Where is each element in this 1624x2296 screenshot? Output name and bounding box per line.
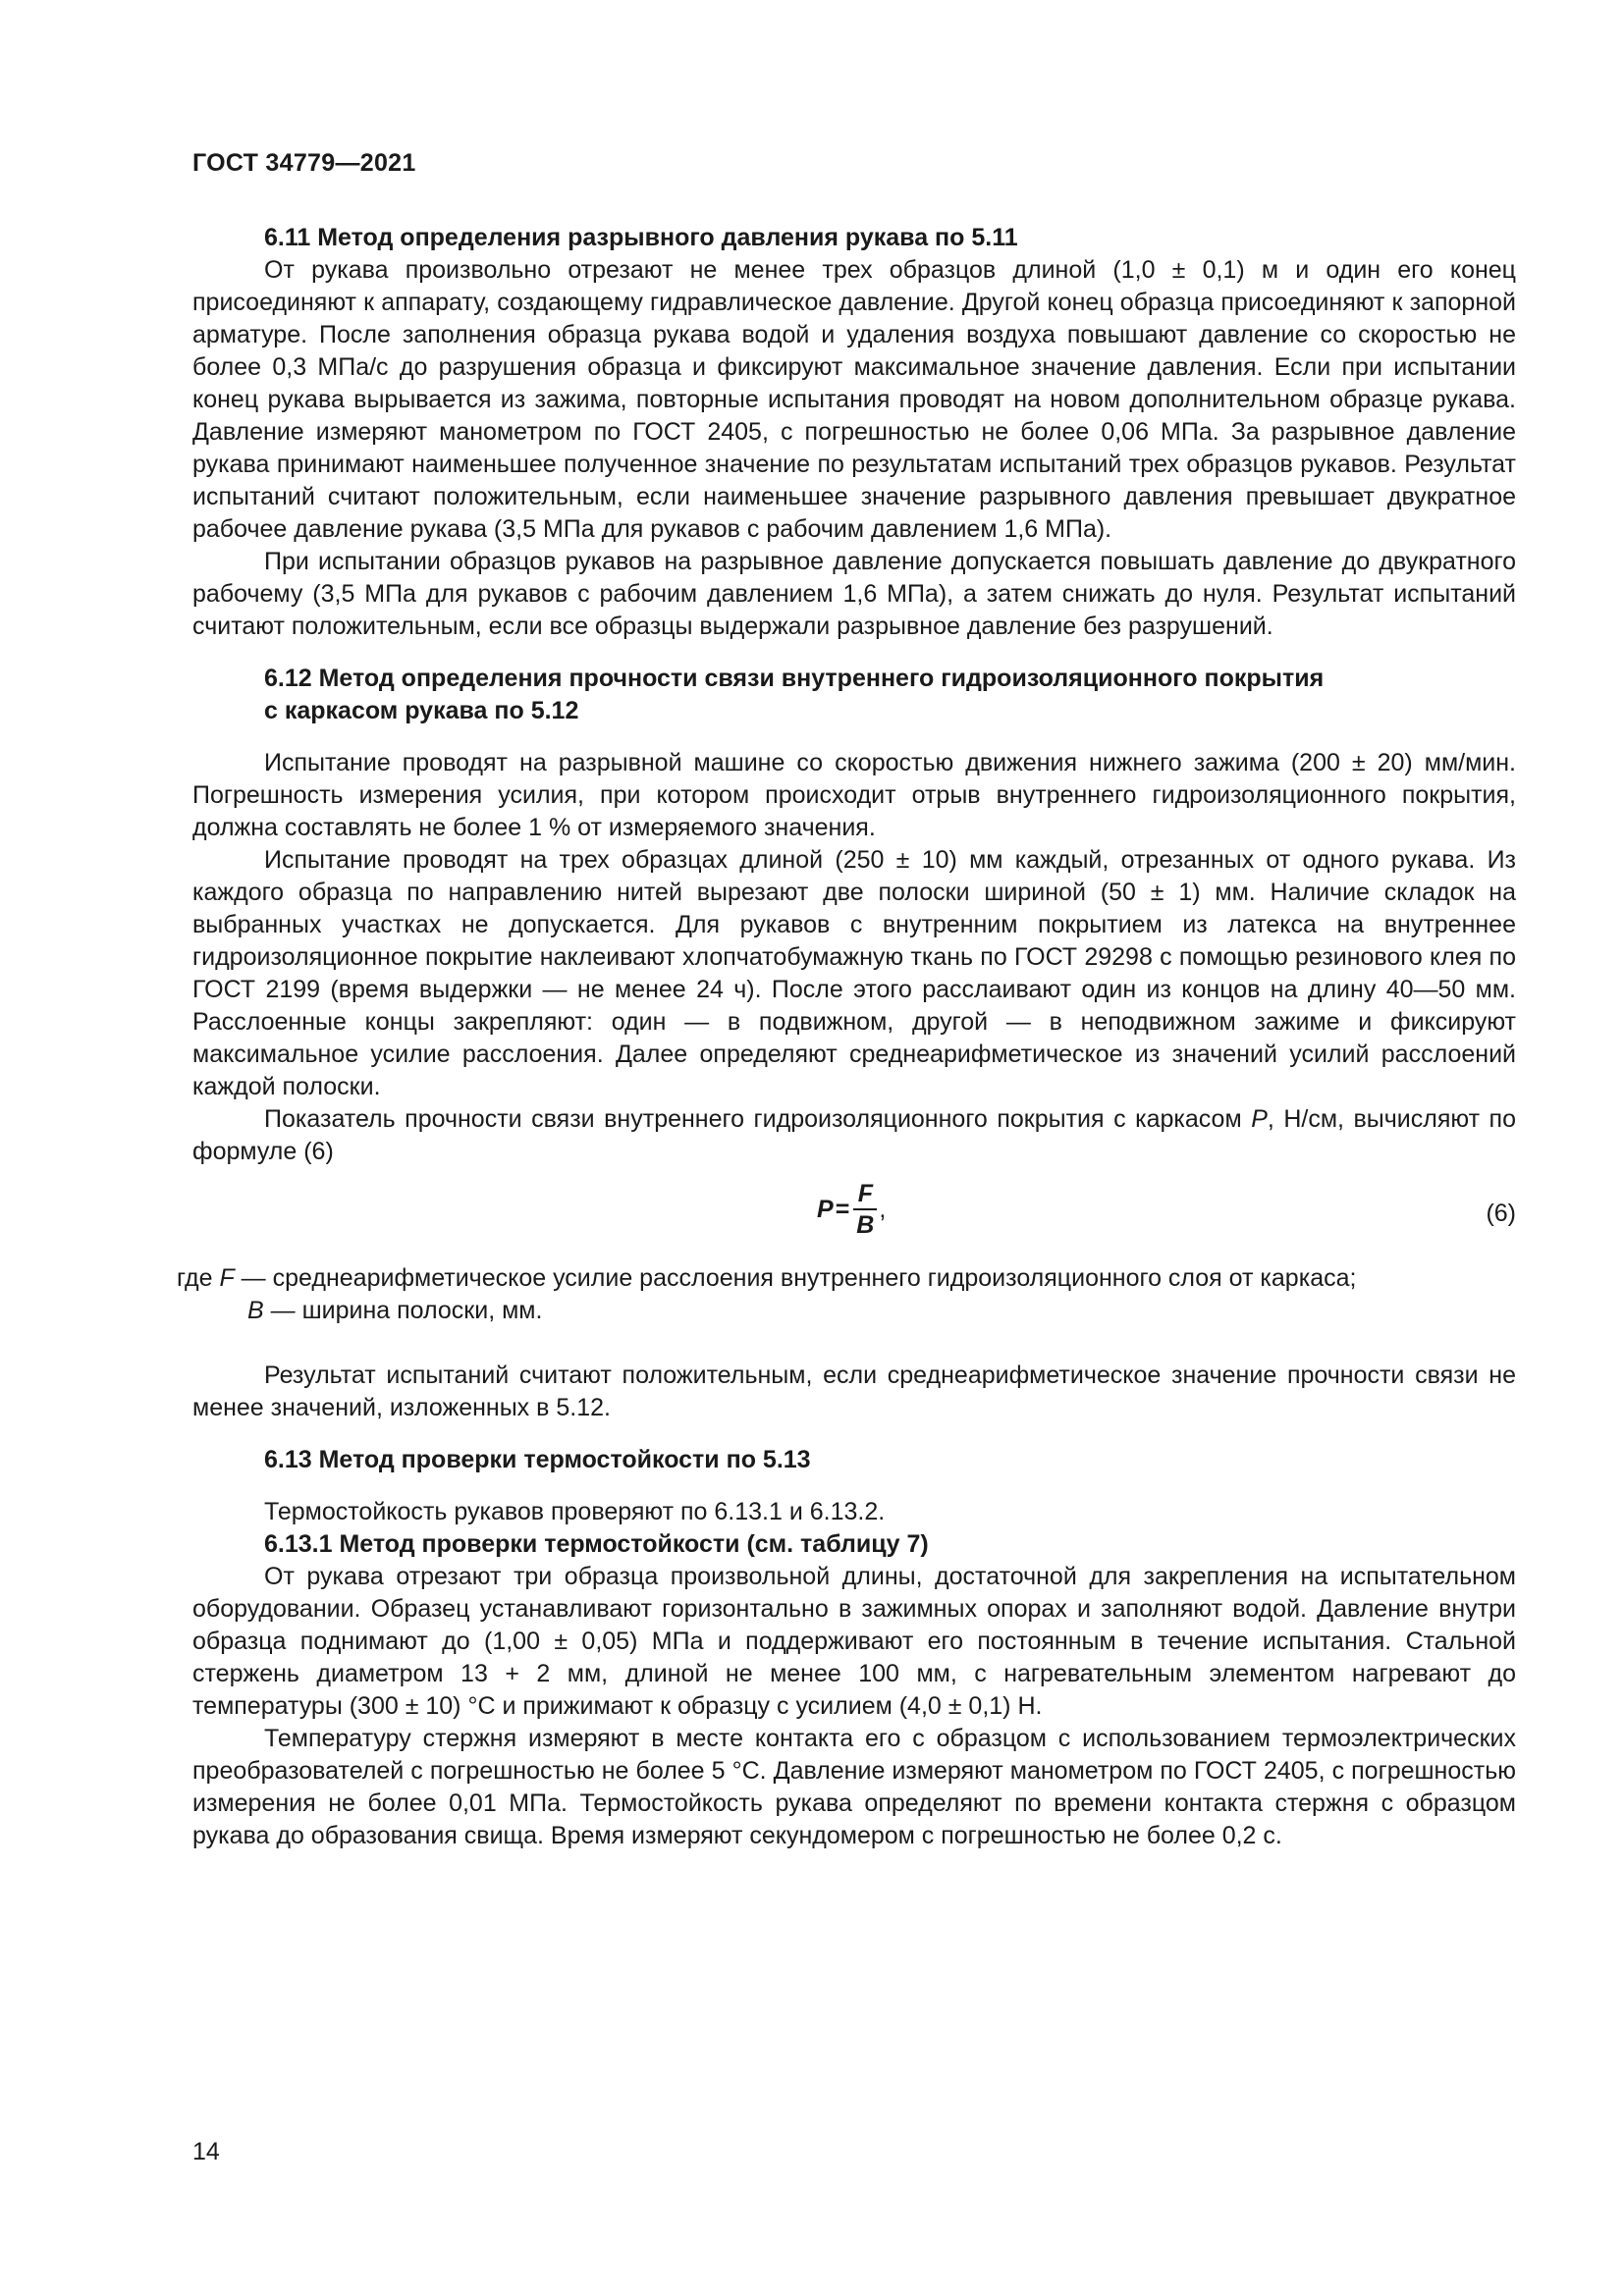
paragraph: Испытание проводят на трех образцах длиной (250 ± 10) мм каждый, отрезанных от одного рукава. Из каждого образца по направлению нитей вырезают две полоски шириной (50 ± 1) мм. Наличие складок на выбранных участках не допускается. Для рукавов с внутренним покрытием из латекса на внутреннее гидроизоляционное покрытие наклеивают хлопчатобумажную ткань по ГОСТ 29298 с помощью резинового клея по ГОСТ 2199 (время выдержки — не менее 24 ч). После этого расслаивают один из концов на длину 40—50 мм. Расслоенные концы закрепляют: один — в подвижном, другой — в неподвижном зажиме и фиксируют максимальное усилие расслоения. Далее определяют среднеарифметическое из значений усилий расслоений каждой полоски.	[192, 846, 1516, 1100]
section-heading-6-12	[192, 663, 1516, 727]
variable-p: P	[1251, 1105, 1268, 1133]
paragraph: При испытании образцов рукавов на разрывное давление допускается повышать давление до двукратного рабочему (3,5 МПа для рукавов с рабочим давлением 1,6 МПа), а затем снижать до нуля. Результат испытаний считают положительным, если все образцы выдержали разрывное давление без разрушений.	[192, 548, 1516, 640]
paragraph: Результат испытаний считают положительным, если среднеарифметическое значение прочности связи не менее значений, изложенных в 5.12.	[192, 1362, 1516, 1421]
formula-denominator: B	[856, 1211, 875, 1239]
section-heading-6-13: 6.13 Метод проверки термостойкости по 5.13	[264, 1446, 811, 1473]
section-heading-6-11: 6.11 Метод определения разрывного давления рукава по 5.11	[264, 224, 1018, 251]
paragraph: От рукава произвольно отрезают не менее трех образцов длиной (1,0 ± 0,1) м и один его конец присоединяют к аппарату, создающему гидравлическое давление. Другой конец образца присоединяют к запорной арматуре. После заполнения образца рукава водой и удаления воздуха повышают давление со скоростью не более 0,3 МПа/с до разрушения образца и фиксируют максимальное значение давления. Если при испытании конец рукава вырывается из зажима, повторные испытания проводят на новом дополнительном образце рукава. Давление измеряют манометром по ГОСТ 2405, с погрешностью не более 0,06 МПа. За разрывное давление рукава принимают наименьшее полученное значение по результатам испытаний трех образцов рукавов. Результат испытаний считают положительным, если наименьшее значение разрывного давления превышает двукратное рабочее давление рукава (3,5 МПа для рукавов с рабочим давлением 1,6 МПа).	[192, 256, 1516, 543]
formula-lhs: P	[817, 1195, 834, 1223]
formula-trail: ,	[879, 1195, 887, 1223]
document-body	[177, 222, 1516, 1852]
formula-numerator: F	[857, 1180, 873, 1207]
where-line-2: B — ширина полоски, мм.	[247, 1297, 543, 1324]
page-number: 14	[192, 2138, 220, 2165]
paragraph-formula-intro: Показатель прочности связи внутреннего гидроизоляционного покрытия с каркасом P, Н/см, вычисляют по формуле (6)	[192, 1105, 1516, 1165]
paragraph: Термостойкость рукавов проверяют по 6.13.1 и 6.13.2.	[264, 1498, 886, 1525]
heading-line-2: с каркасом рукава по 5.12	[264, 697, 579, 724]
formula-expression	[817, 1180, 886, 1239]
where-line-1: где F — среднеарифметическое усилие расслоения внутреннего гидроизоляционного слоя от каркаса;	[177, 1264, 1357, 1292]
formula-number: (6)	[1486, 1200, 1516, 1227]
formula-fraction	[853, 1180, 877, 1239]
section-heading-6-13-1: 6.13.1 Метод проверки термостойкости (см. таблицу 7)	[264, 1530, 929, 1558]
paragraph: От рукава отрезают три образца произвольной длины, достаточной для закрепления на испытательном оборудовании. Образец устанавливают горизонтально в зажимных опорах и заполняют водой. Давление внутри образца поднимают до (1,00 ± 0,05) МПа и поддерживают его постоянным в течение испытания. Стальной стержень диаметром 13 + 2 мм, длиной не менее 100 мм, с нагревательным элементом нагревают до температуры (300 ± 10) °С и прижимают к образцу с усилием (4,0 ± 0,1) Н.	[192, 1563, 1516, 1720]
formula-eq: =	[835, 1195, 850, 1223]
document-header: ГОСТ 34779—2021	[192, 149, 416, 177]
heading-line-1: 6.12 Метод определения прочности связи внутреннего гидроизоляционного покрытия	[264, 665, 1325, 692]
paragraph: Испытание проводят на разрывной машине со скоростью движения нижнего зажима (200 ± 20) мм/мин. Погрешность измерения усилия, при котором происходит отрыв внутреннего гидроизоляционного покрытия, должна составлять не более 1 % от измеряемого значения.	[192, 749, 1516, 841]
paragraph: Температуру стержня измеряют в месте контакта его с образцом с использованием термоэлектрических преобразователей с погрешностью не более 5 °С. Давление измеряют манометром по ГОСТ 2405, с погрешностью измерения не более 0,01 МПа. Термостойкость рукава определяют по времени контакта стержня с образцом рукава до образования свища. Время измеряют секундомером с погрешностью не более 0,2 с.	[192, 1725, 1516, 1849]
formula-6	[192, 1174, 1516, 1255]
